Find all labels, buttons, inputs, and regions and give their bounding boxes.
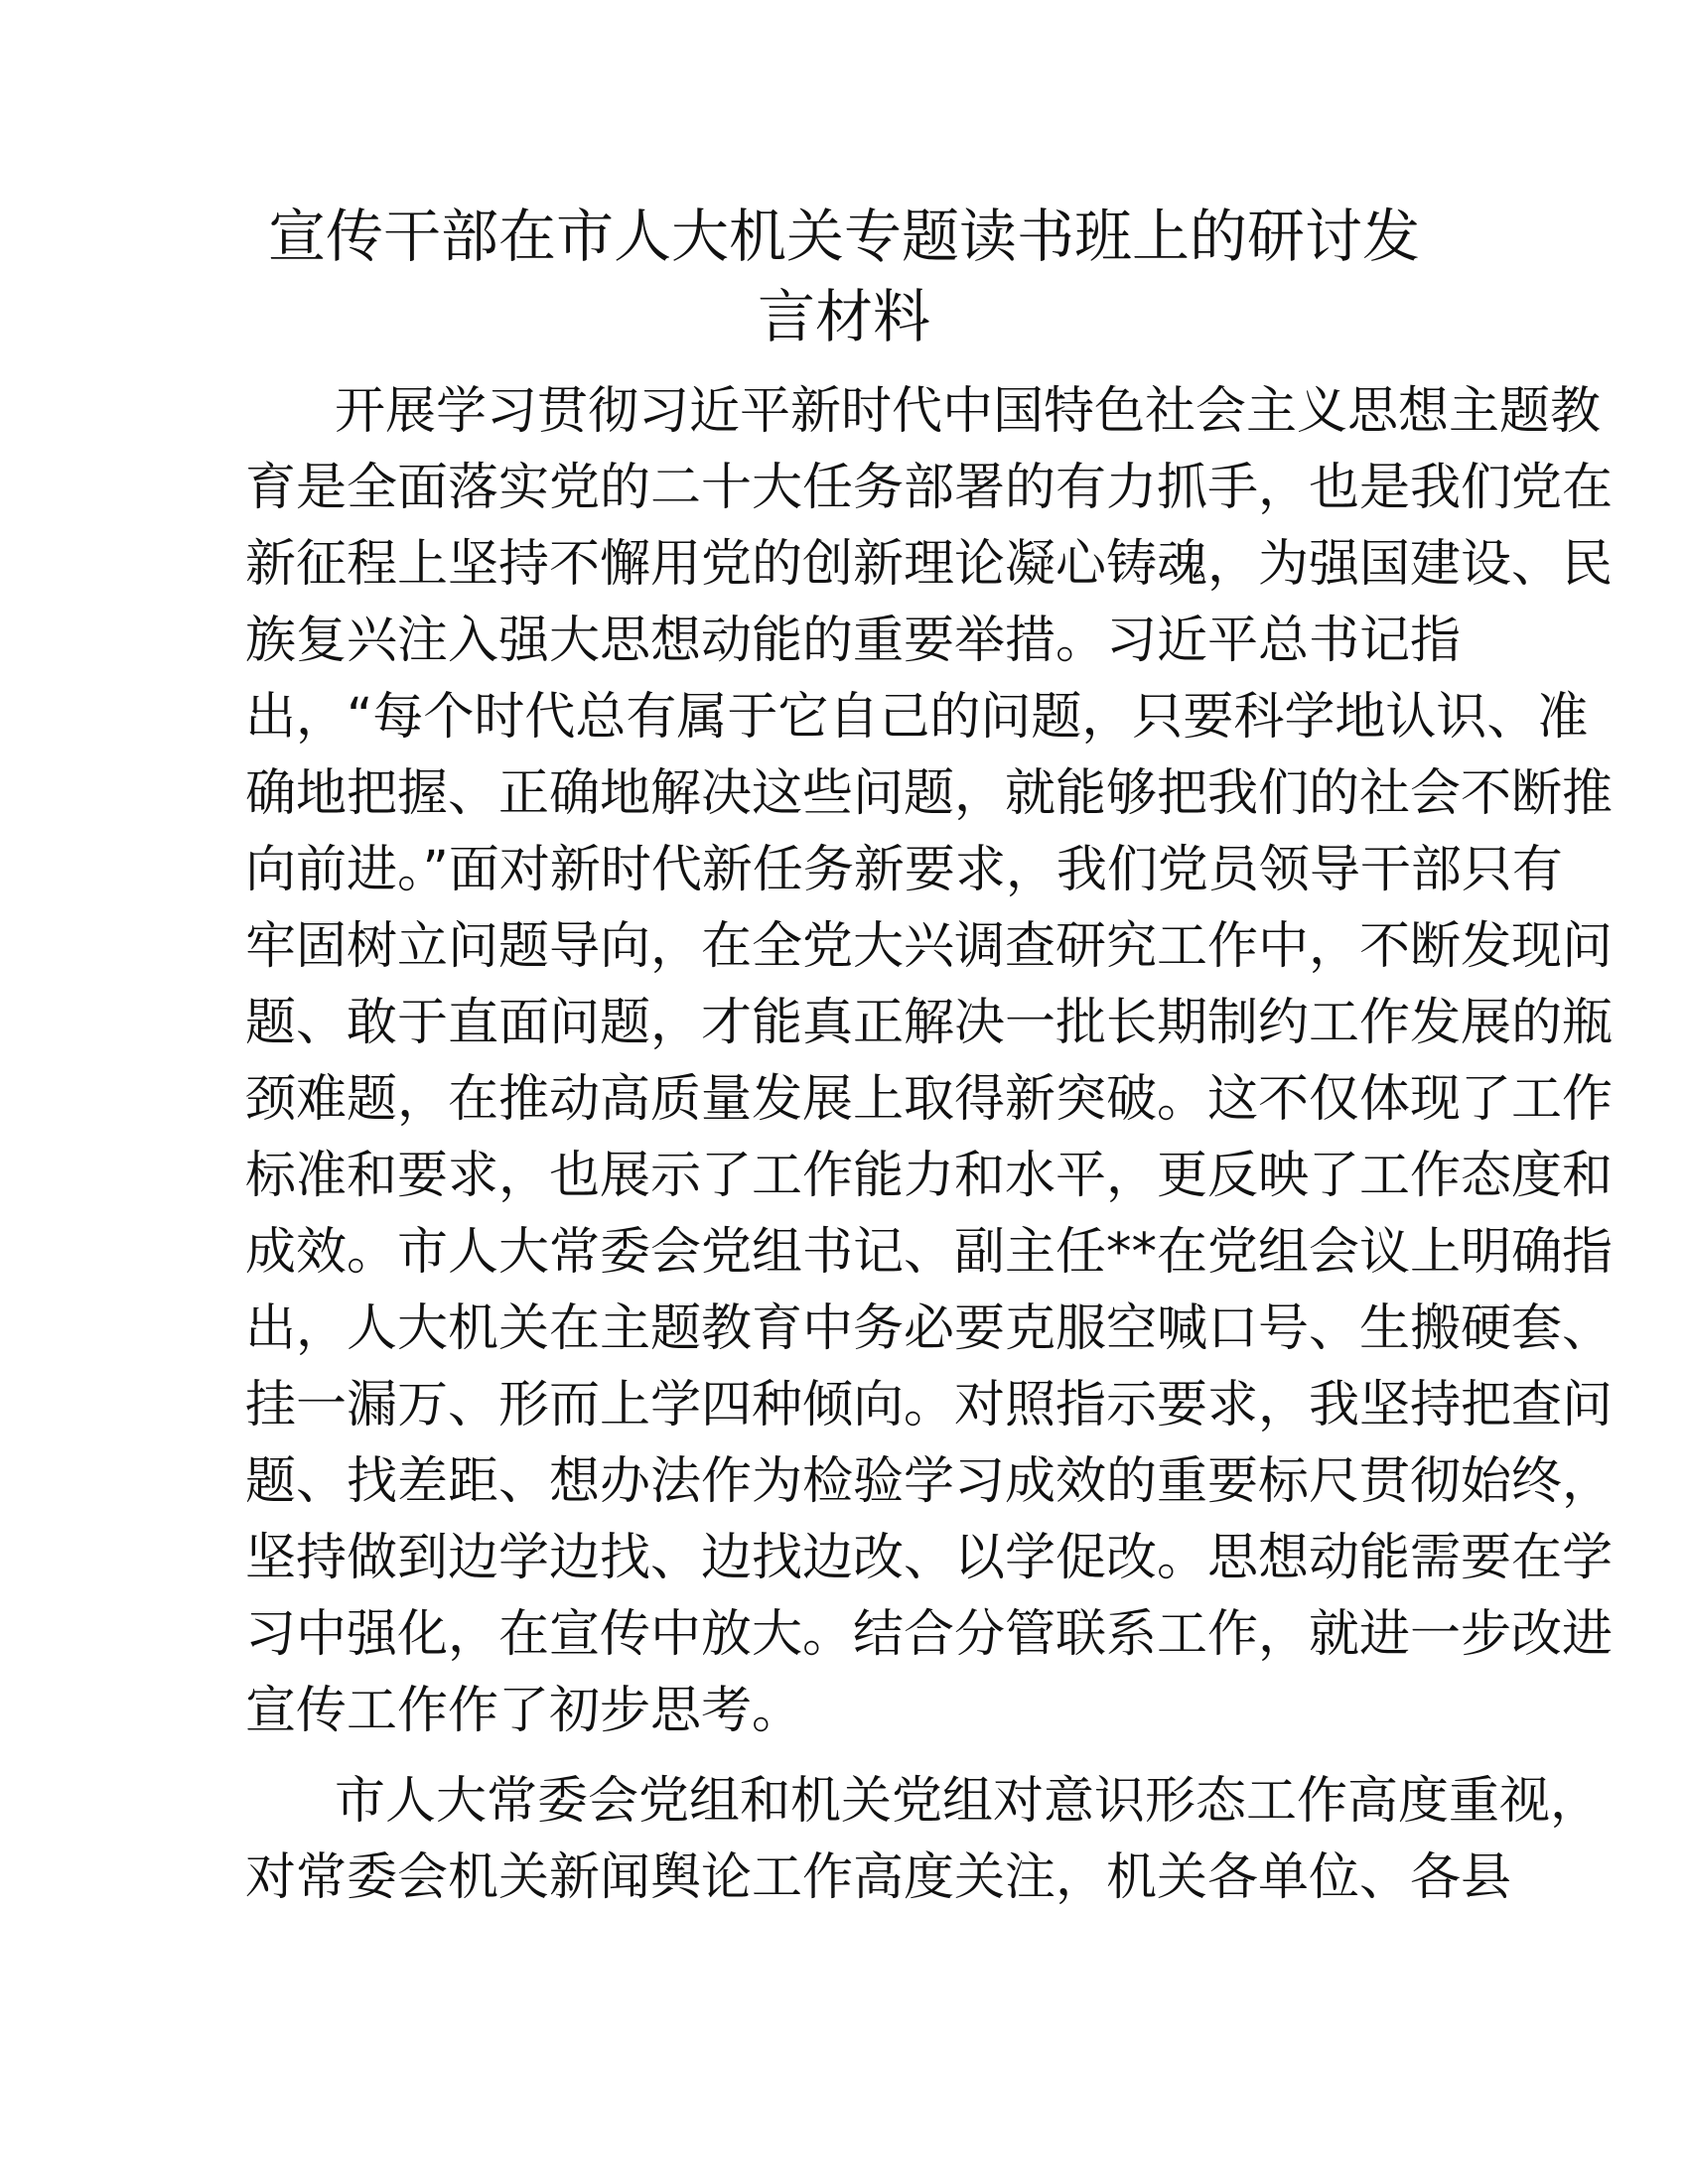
title-line: 宣传干部在市人大机关专题读书班上的研讨发 (267, 203, 1420, 270)
text-line: 题、敢于直面问题，才能真正解决一批长期制约工作发展的瓶 (245, 994, 1614, 1052)
text-line: 成效。市人大常委会党组书记、副主任**在党组会议上明确指 (245, 1223, 1614, 1282)
document-title (238, 197, 1450, 357)
text-line: 向前进。”面对新时代新任务新要求，我们党员领导干部只有 (245, 841, 1563, 899)
text-line: 新征程上坚持不懈用党的创新理论凝心铸魂，为强国建设、民 (245, 535, 1614, 594)
text-line: 市人大常委会党组和机关党组对意识形态工作高度重视， (335, 1772, 1602, 1831)
text-line: 确地把握、正确地解决这些问题，就能够把我们的社会不断推 (245, 764, 1614, 823)
text-line: 开展学习贯彻习近平新时代中国特色社会主义思想主题教 (335, 382, 1602, 441)
text-line: 出，“每个时代总有属于它自己的问题，只要科学地认识、准 (245, 688, 1589, 747)
text-line: 坚持做到边学边找、边找边改、以学促改。思想动能需要在学 (245, 1529, 1614, 1587)
paragraph-1 (245, 373, 1614, 1749)
text-line: 题、找差距、想办法作为检验学习成效的重要标尺贯彻始终， (245, 1452, 1614, 1511)
text-line: 挂一漏万、形而上学四种倾向。对照指示要求，我坚持把查问 (245, 1376, 1614, 1434)
text-line: 宣传工作作了初步思考。 (245, 1682, 803, 1740)
text-line: 习中强化，在宣传中放大。结合分管联系工作，就进一步改进 (245, 1605, 1614, 1664)
text-line: 标准和要求，也展示了工作能力和水平，更反映了工作态度和 (245, 1147, 1614, 1205)
title-line: 言材料 (757, 283, 930, 350)
paragraph-2 (245, 1763, 1602, 1916)
text-line: 出，人大机关在主题教育中务必要克服空喊口号、生搬硬套、 (245, 1299, 1614, 1358)
text-line: 颈难题，在推动高质量发展上取得新突破。这不仅体现了工作 (245, 1070, 1614, 1129)
text-line: 牢固树立问题导向，在全党大兴调查研究工作中，不断发现问 (245, 917, 1614, 976)
text-line: 育是全面落实党的二十大任务部署的有力抓手，也是我们党在 (245, 459, 1614, 517)
text-line: 对常委会机关新闻舆论工作高度关注，机关各单位、各县 (245, 1848, 1512, 1907)
text-line: 族复兴注入强大思想动能的重要举措。习近平总书记指 (245, 612, 1462, 670)
